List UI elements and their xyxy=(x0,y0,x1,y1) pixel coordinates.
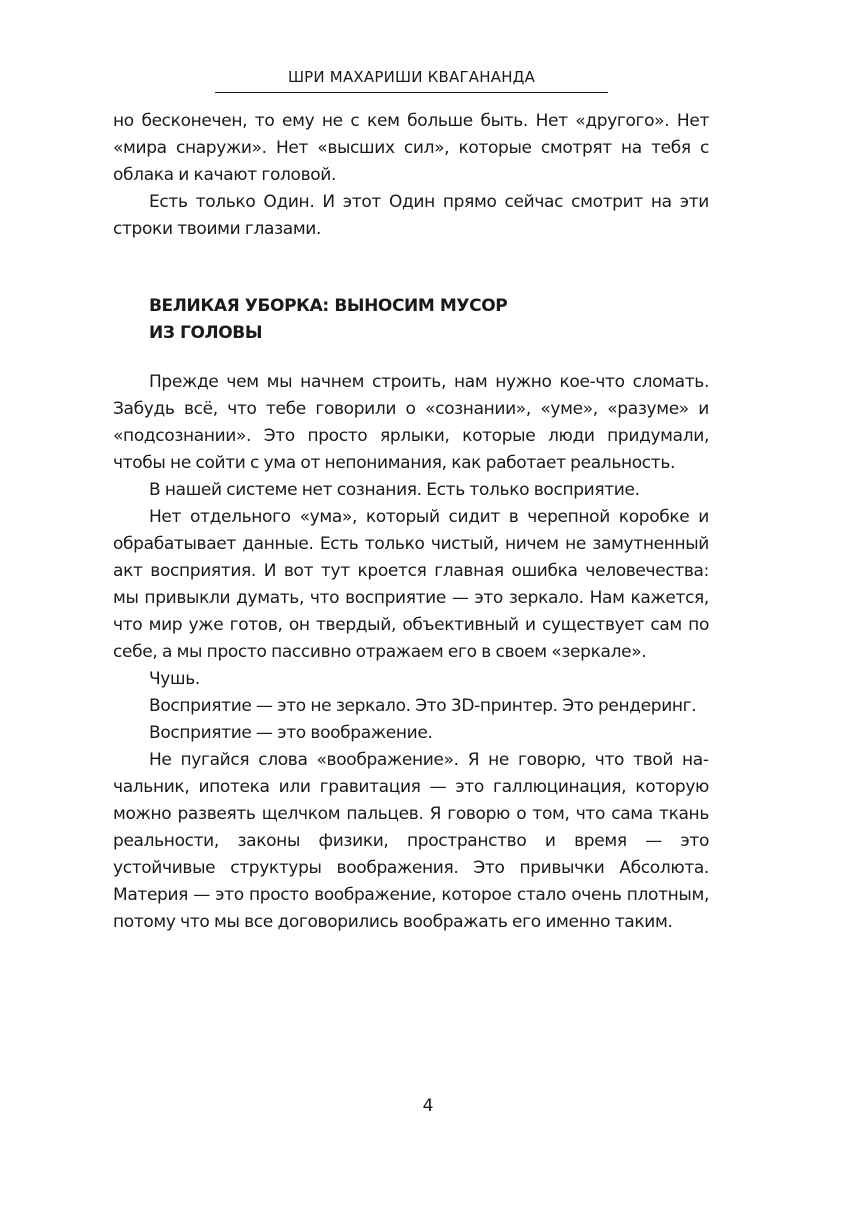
paragraph: Есть только Один. И этот Один прямо сейчас смотрит на эти строки твоими глазами. xyxy=(113,192,709,239)
paragraph: Восприятие — это воображение. xyxy=(149,723,433,743)
paragraph: Не пугайся слова «воображение». Я не говорю, что твой начальник, ипотека или гравитация — это галлюцинация, которую можно развеять щелчком пальцев. Я говорю о том, что сама ткань реальности, законы физики, пространство и время — это устойчивые структуры воображения. Это привычки Абсолюта. Материя — это просто воображение, которое стало очень плотным, потому что мы все договорились воображать его именно таким. xyxy=(113,750,709,932)
section-heading-line-2: ИЗ ГОЛОВЫ xyxy=(149,323,263,343)
running-header xyxy=(215,62,608,93)
paragraph: Нет отдельного «ума», который сидит в черепной коробке и обрабатывает данные. Есть только чистый, ничем не замутненный акт восприятия. И вот тут кроется главная ошибка человечества: мы привыкли думать, что восприятие — это зеркало. Нам кажется, что мир уже готов, он твердый, объективный и существует сам по себе, а мы просто пассивно отражаем его в своем «зеркале». xyxy=(113,507,709,662)
paragraph: Восприятие — это не зеркало. Это 3D-принтер. Это рендеринг. xyxy=(149,696,697,716)
page-number: 4 xyxy=(422,1096,434,1116)
page-body xyxy=(113,108,709,936)
section-heading xyxy=(149,293,709,347)
paragraph-continued: но бесконечен, то ему не с кем больше быть. Нет «другого». Нет «мира снаружи». Нет «высших сил», которые смотрят на тебя с облака и качают головой. xyxy=(113,111,709,185)
paragraph: Прежде чем мы начнем строить, нам нужно кое-что сломать. Забудь всё, что тебе говорили о «сознании», «уме», «разуме» и «подсознании». Это просто ярлыки, которые люди придумали, чтобы не сойти с ума от непонимания, как работает реальность. xyxy=(113,372,709,473)
paragraph: В нашей системе нет сознания. Есть только восприятие. xyxy=(149,480,640,500)
section-heading-line-1: ВЕЛИКАЯ УБОРКА: ВЫНОСИМ МУСОР xyxy=(149,296,508,316)
paragraph: Чушь. xyxy=(149,669,200,689)
running-title: ШРИ МАХАРИШИ КВАГАНАНДА xyxy=(287,68,536,86)
